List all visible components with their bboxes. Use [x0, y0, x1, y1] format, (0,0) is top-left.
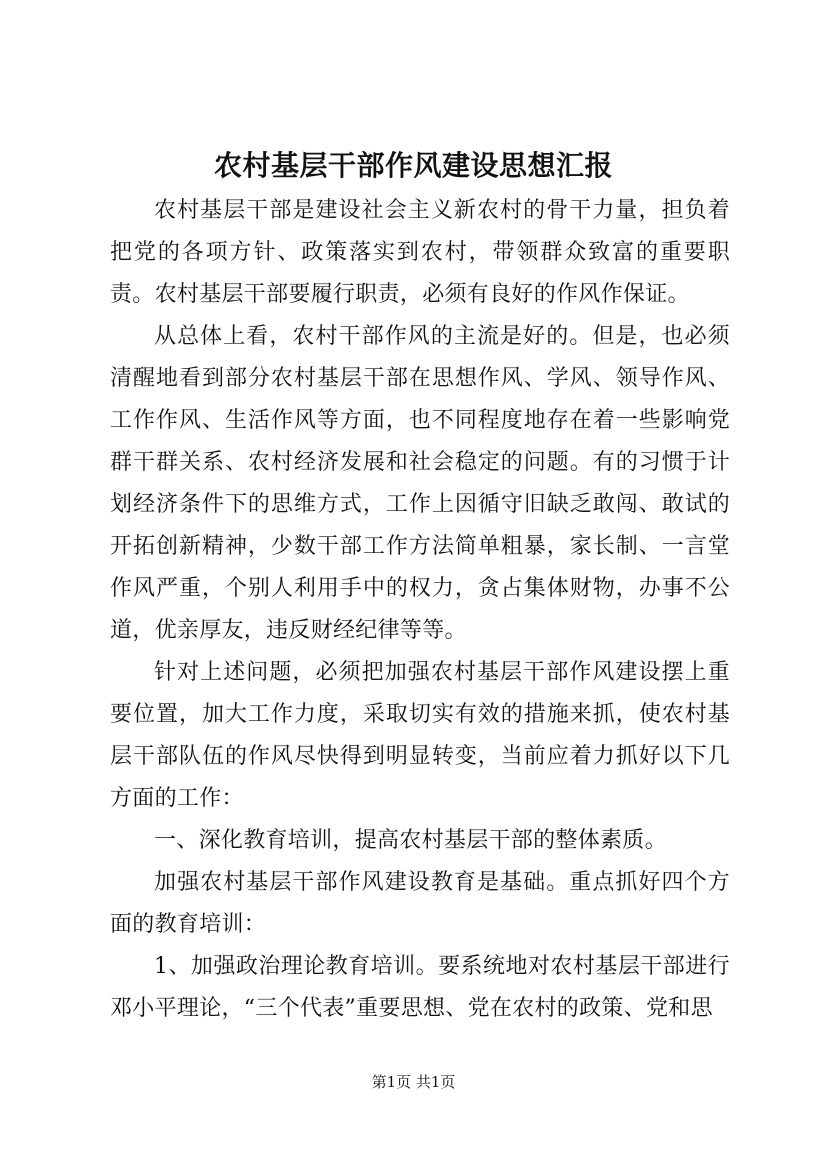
section-heading-1: 一、深化教育培训，提高农村基层干部的整体素质。: [154, 828, 667, 853]
paragraph-2: 从总体上看，农村干部作风的主流是好的。但是，也必须清醒地看到部分农村基层干部在思想作风、学风、领导作风、工作作风、生活作风等方面，也不同程度地存在着一些影响党群干群关系、农村经济发展和社会稳定的问题。有的习惯于计划经济条件下的思维方式，工作上因循守旧缺乏敢闯、敢试的开拓创新精神，少数干部工作方法简单粗暴，家长制、一言堂作风严重，个别人利用手中的权力，贪占集体财物，办事不公道，优亲厚友，违反财经纪律等等。: [110, 324, 730, 643]
paragraph-4: 加强农村基层干部作风建设教育是基础。重点抓好四个方面的教育培训：: [110, 870, 730, 937]
page-footer: 第1页 共1页: [371, 1073, 456, 1091]
document-body: [110, 190, 730, 1030]
paragraph-1: 农村基层干部是建设社会主义新农村的骨干力量，担负着把党的各项方针、政策落实到农村，带领群众致富的重要职责。农村基层干部要履行职责，必须有良好的作风作保证。: [110, 198, 730, 307]
paragraph-3: 针对上述问题，必须把加强农村基层干部作风建设摆上重要位置，加大工作力度，采取切实有效的措施来抓，使农村基层干部队伍的作风尽快得到明显转变，当前应着力抓好以下几方面的工作：: [110, 660, 730, 811]
paragraph-5: 1、加强政治理论教育培训。要系统地对农村基层干部进行邓小平理论，“三个代表”重要思想、党在农村的政策、党和思: [110, 954, 730, 1021]
document-title: 农村基层干部作风建设思想汇报: [213, 149, 613, 182]
